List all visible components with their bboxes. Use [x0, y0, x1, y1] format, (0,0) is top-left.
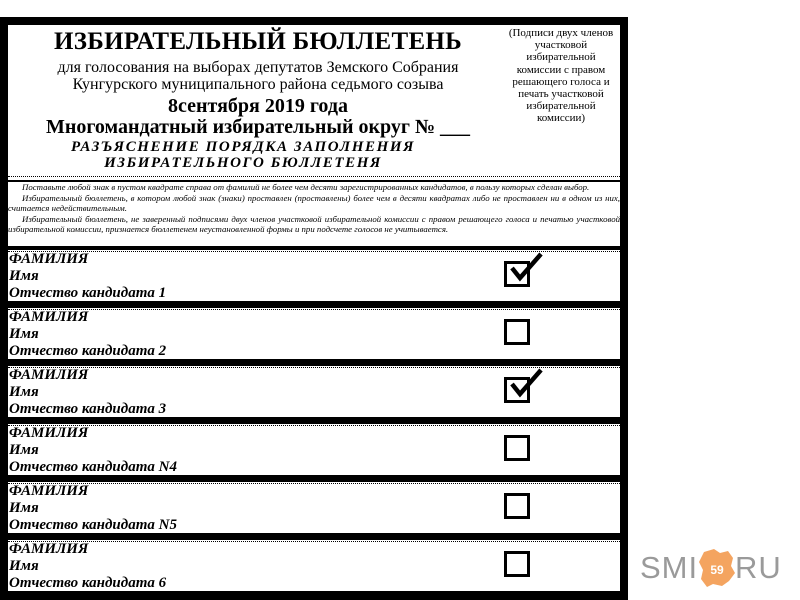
instructions-block — [8, 182, 620, 246]
candidate-surname: ФАМИЛИЯ — [9, 309, 89, 325]
explanation-heading-line-1: РАЗЪЯСНЕНИЕ ПОРЯДКА ЗАПОЛНЕНИЯ — [70, 139, 416, 155]
candidate-first-name: Имя — [9, 500, 39, 516]
candidate-patronymic: Отчество кандидата N5 — [9, 517, 177, 533]
candidate-surname: ФАМИЛИЯ — [9, 483, 89, 499]
candidate-first-name: Имя — [9, 558, 39, 574]
smi-ru-logo — [640, 548, 790, 588]
ballot-title: ИЗБИРАТЕЛЬНЫЙ БЮЛЛЕТЕНЬ — [54, 28, 462, 55]
candidate-row — [8, 308, 620, 359]
instruction-paragraph: Поставьте любой знак в пустом квадрате справа от фамилий не более чем десяти зарегистрированных кандидатов, в пользу которых сделан выбор. — [22, 182, 590, 192]
candidate-patronymic: Отчество кандидата 6 — [9, 575, 167, 591]
candidate-row — [8, 366, 620, 417]
candidate-row — [8, 540, 620, 591]
candidate-name — [9, 367, 166, 418]
perm-region-icon — [698, 548, 736, 588]
logo-text-smi: SMI — [640, 550, 699, 585]
candidate-surname: ФАМИЛИЯ — [9, 541, 89, 557]
candidate-first-name: Имя — [9, 384, 39, 400]
candidate-row — [8, 250, 620, 301]
ballot — [0, 17, 628, 600]
candidate-row — [8, 424, 620, 475]
election-subtitle-line-1: для голосования на выборах депутатов Земского Собрания — [57, 59, 459, 76]
candidate-name — [9, 251, 166, 302]
vote-checkbox[interactable] — [504, 377, 530, 403]
vote-checkbox[interactable] — [504, 261, 530, 287]
explanation-heading-line-2: ИЗБИРАТЕЛЬНОГО БЮЛЛЕТЕНЯ — [104, 155, 382, 171]
candidate-surname: ФАМИЛИЯ — [9, 425, 89, 441]
candidate-patronymic: Отчество кандидата 1 — [9, 285, 167, 301]
candidate-patronymic: Отчество кандидата 2 — [9, 343, 167, 359]
candidate-patronymic: Отчество кандидата N4 — [9, 459, 177, 475]
checkmark-icon — [509, 252, 543, 282]
candidate-first-name: Имя — [9, 326, 39, 342]
candidate-name — [9, 425, 177, 476]
candidate-first-name: Имя — [9, 442, 39, 458]
candidate-row — [8, 482, 620, 533]
election-subtitle-line-2: Кунгурского муниципального района седьмого созыва — [72, 76, 444, 93]
candidate-surname: ФАМИЛИЯ — [9, 367, 89, 383]
vote-checkbox[interactable] — [504, 493, 530, 519]
district-number: Многомандатный избирательный округ № ___ — [45, 116, 471, 138]
instruction-paragraph: Избирательный бюллетень, не заверенный подписями двух членов участковой избирательной комиссии с правом решающего голоса и печатью участковой избирательной комиссии, признается бюллетенем неустановленной формы и при подсчете голосов не учитывается. — [8, 213, 620, 234]
candidate-name — [9, 541, 166, 592]
candidate-surname: ФАМИЛИЯ — [9, 251, 89, 267]
instruction-paragraph: Избирательный бюллетень, в котором любой знак (знаки) проставлен (проставлены) более чем в десяти квадратах либо не проставлен ни в одном из них, считается недействительным. — [8, 192, 620, 213]
candidate-patronymic: Отчество кандидата 3 — [9, 401, 167, 417]
checkmark-icon — [509, 368, 543, 398]
ballot-header — [8, 25, 620, 180]
candidate-first-name: Имя — [9, 268, 39, 284]
region-number: 59 — [710, 563, 724, 577]
candidate-name — [9, 309, 166, 360]
signature-note: (Подписи двух членов участковой избирательной комиссии с правом решающего голоса и печать участковой избирательной комиссии) — [508, 27, 614, 125]
logo-text-ru: RU — [735, 550, 782, 585]
election-date: 8сентября 2019 года — [168, 95, 348, 117]
candidate-name — [9, 483, 177, 534]
dotted-separator — [8, 176, 620, 177]
vote-checkbox[interactable] — [504, 435, 530, 461]
vote-checkbox[interactable] — [504, 319, 530, 345]
vote-checkbox[interactable] — [504, 551, 530, 577]
